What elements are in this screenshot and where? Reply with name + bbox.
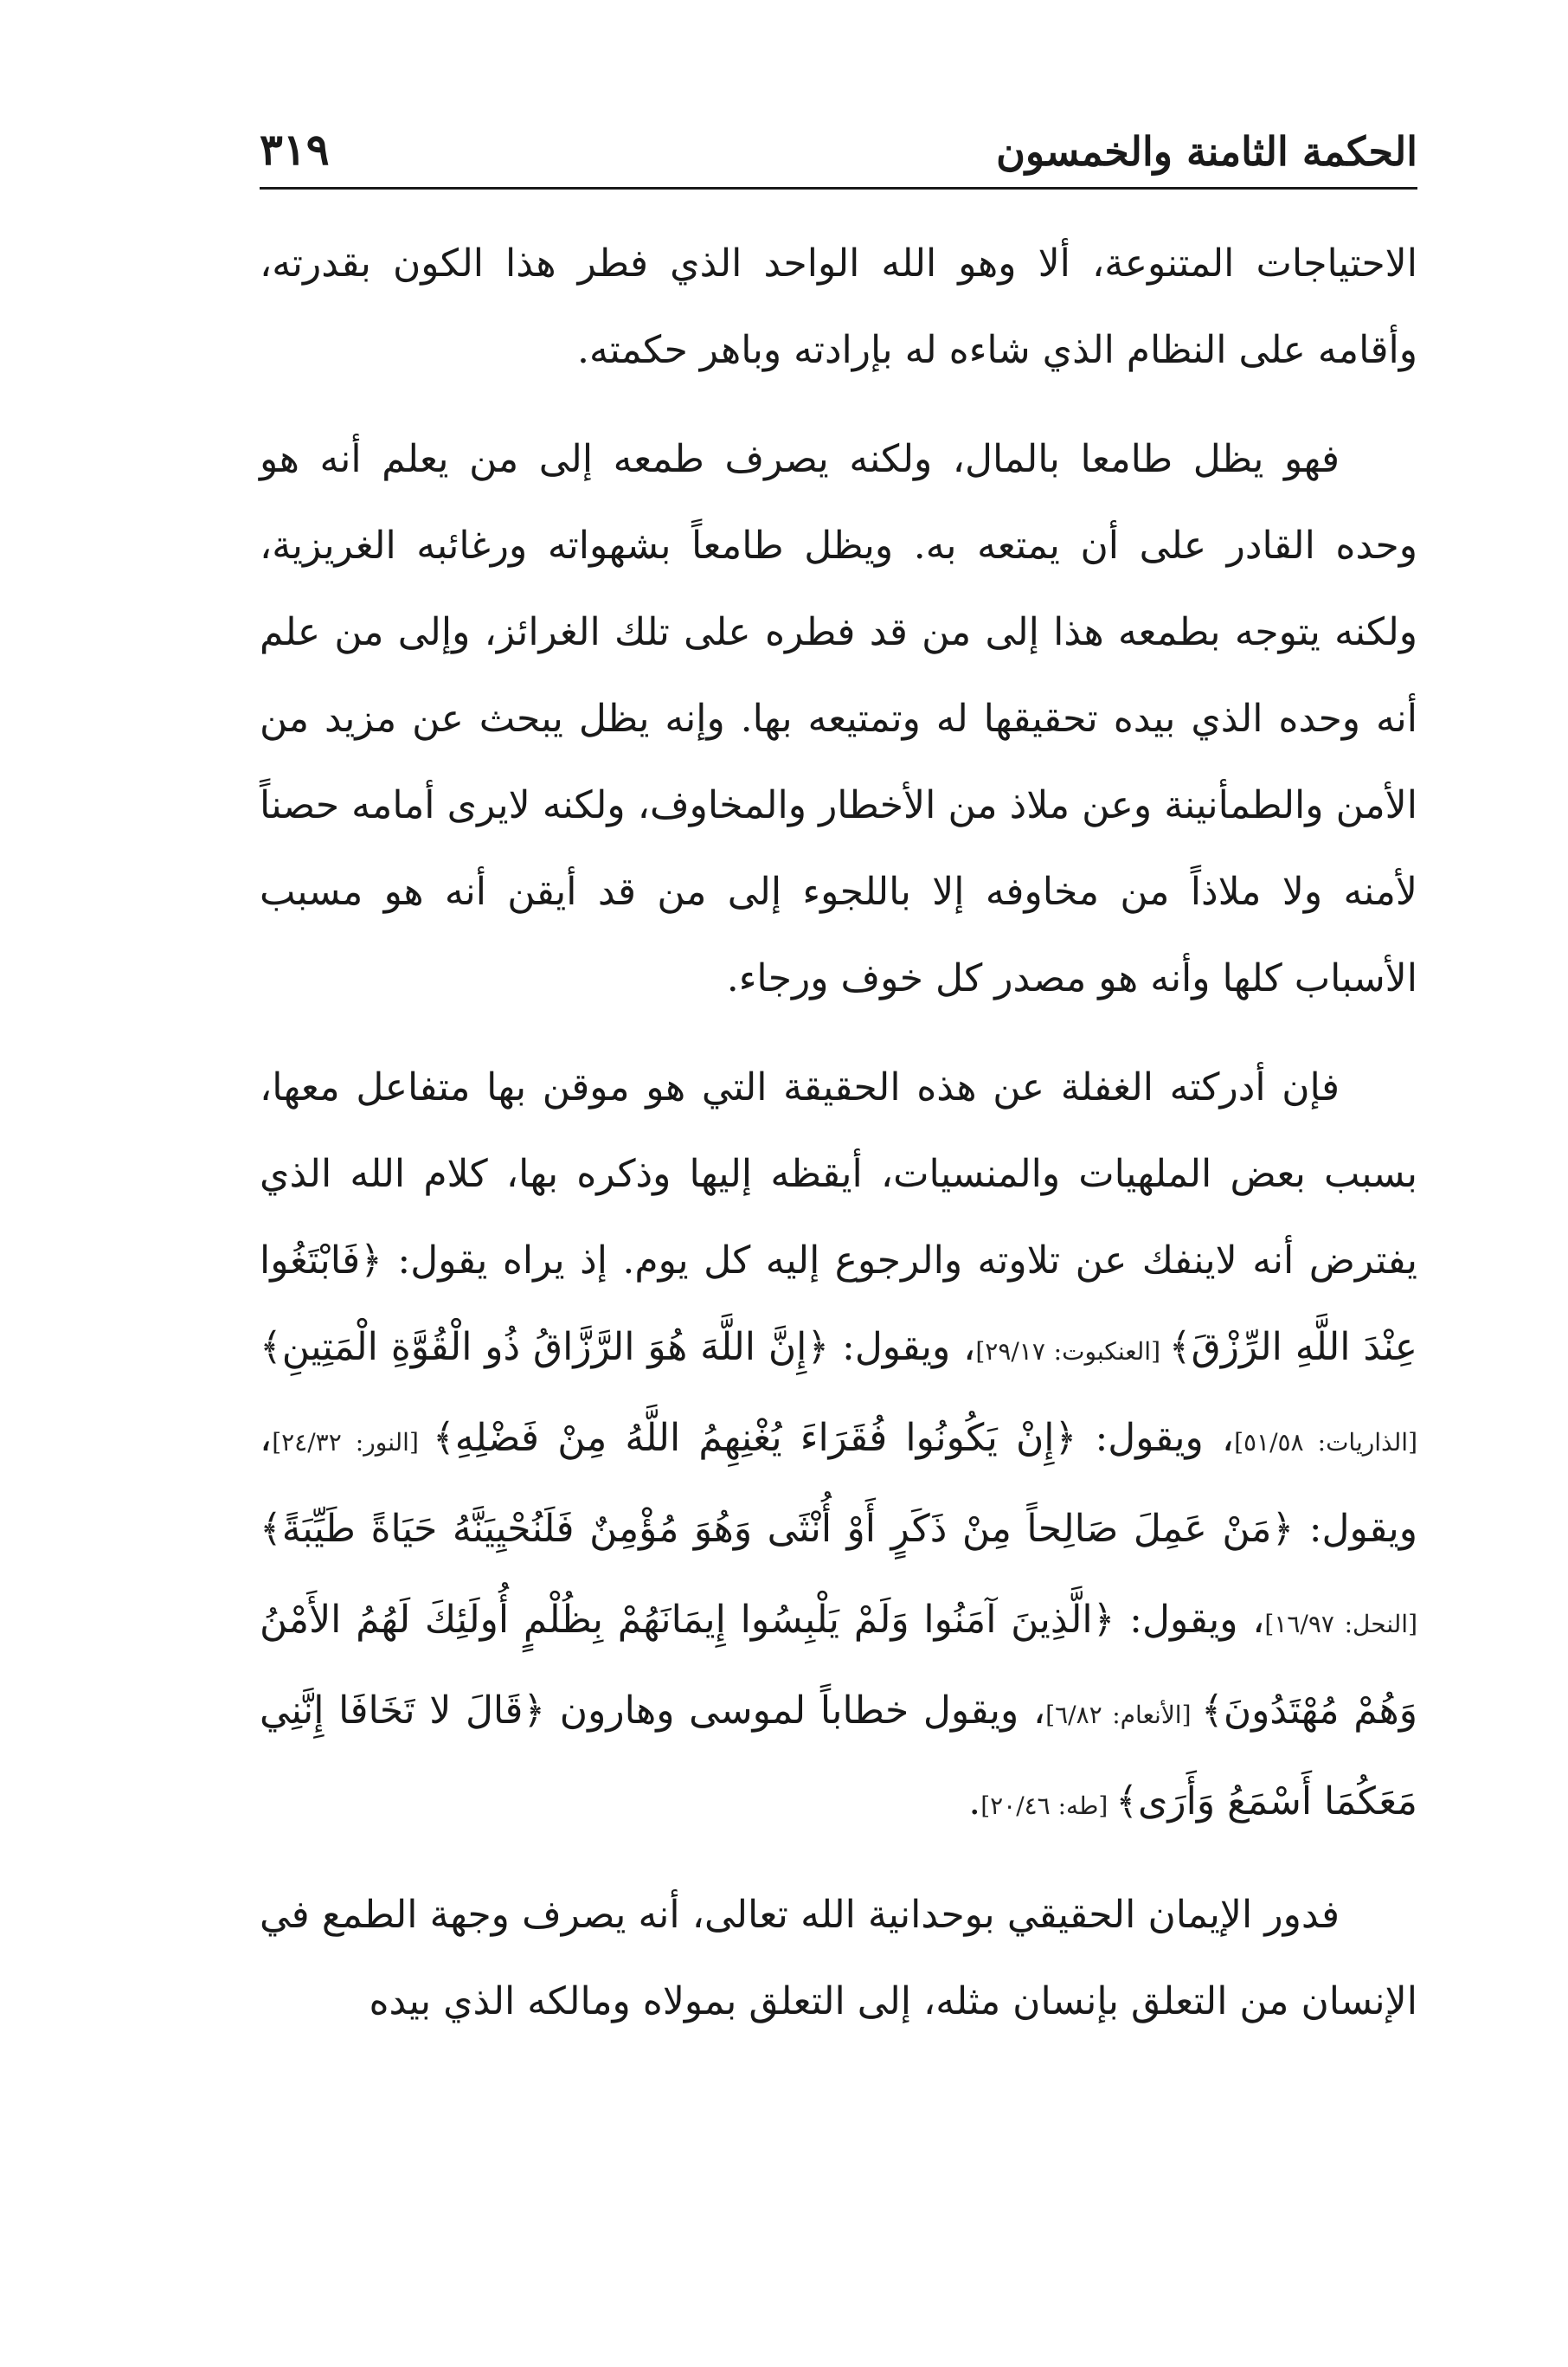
verse-reference: [الأنعام: ٦/٨٢] <box>1045 1701 1202 1729</box>
paragraph-3-text: ، ويقول: <box>1076 1416 1235 1460</box>
body-text <box>260 221 1417 2045</box>
quran-verse: ﴿إِنَّ اللَّهَ هُوَ الرَّزَّاقُ ذُو الْقُوَّةِ الْمَتِينِ﴾ <box>260 1325 830 1369</box>
quran-verse: ﴿مَنْ عَمِلَ صَالِحاً مِنْ ذَكَرٍ أَوْ أُنْثَى وَهُوَ مُؤْمِنٌ فَلَنُحْيِيَنَّهُ حَيَاةً طَيِّبَةً﴾ <box>260 1507 1295 1551</box>
paragraph-3-text: ، ويقول: <box>829 1325 976 1369</box>
paragraph-4: فدور الإيمان الحقيقي بوحدانية الله تعالى، أنه يصرف وجهة الطمع في الإنسان من التعلق بإنسان مثله، إلى التعلق بمولاه ومالكه الذي بيده <box>260 1893 1417 2023</box>
paragraph-3 <box>260 1045 1417 1849</box>
header-rule <box>260 187 1417 190</box>
page-number: ٣١٩ <box>260 124 330 175</box>
verse-reference: [النور: ٢٤/٣٢] <box>272 1428 433 1457</box>
paragraph-3-text: ، ويقول: <box>1115 1598 1265 1642</box>
quran-verse: ﴿فَابْتَغُوا عِنْدَ اللَّهِ الرِّزْقَ﴾ <box>260 1238 1418 1369</box>
paragraph-3-text: ، ويقول خطاباً لموسى وهارون <box>545 1688 1046 1733</box>
verse-reference: [الذاريات: ٥١/٥٨] <box>1234 1428 1417 1457</box>
page-header <box>260 113 1417 182</box>
verse-reference: [العنكبوت: ٢٩/١٧] <box>975 1337 1169 1366</box>
paragraph-3-text: . <box>968 1779 981 1823</box>
paragraph-1: الاحتياجات المتنوعة، ألا وهو الله الواحد الذي فطر هذا الكون بقدرته، وأقامه على النظام الذي شاءه له بإرادته وباهر حكمته. <box>260 241 1417 372</box>
paragraph-3-text: ، ويقول: <box>260 1416 1417 1551</box>
verse-reference: [النحل: ١٦/٩٧] <box>1264 1610 1417 1638</box>
quran-verse: ﴿إِنْ يَكُونُوا فُقَرَاءَ يُغْنِهِمُ اللَّهُ مِنْ فَضْلِهِ﴾ <box>432 1416 1077 1460</box>
paragraph-2: فهو يظل طامعا بالمال، ولكنه يصرف طمعه إلى من يعلم أنه هو وحده القادر على أن يمتعه به. ويظل طامعاً بشهواته ورغائبه الغريزية، ولكنه يتوجه بطمعه هذا إلى من قد فطره على تلك الغرائز، وإلى من علم أنه وحده الذي بيده تحقيقها له وتمتيعه بها. وإنه يظل يبحث عن مزيد من الأمن والطمأنينة وعن ملاذ من الأخطار والمخاوف، ولكنه لايرى أمامه حصناً لأمنه ولا ملاذاً من مخاوفه إلا باللجوء إلى من قد أيقن أنه هو مسبب الأسباب كلها وأنه هو مصدر كل خوف ورجاء. <box>260 437 1417 1000</box>
running-title: الحكمة الثامنة والخمسون <box>996 128 1417 175</box>
paragraph-3-text: فإن أدركته الغفلة عن هذه الحقيقة التي هو موقن بها متفاعل معها، بسبب بعض الملهيات والمنسيات، أيقظه إليها وذكره بها، كلام الله الذي يفترض أنه لاينفك عن تلاوته والرجوع إليه كل يوم. إذ يراه يقول: <box>260 1065 1417 1283</box>
quran-verse: ﴿قَالَ لا تَخَافَا إِنَّنِي مَعَكُمَا أَسْمَعُ وَأَرَى﴾ <box>260 1688 1417 1823</box>
verse-reference: [طه: ٢٠/٤٦] <box>980 1791 1116 1820</box>
quran-verse: ﴿الَّذِينَ آمَنُوا وَلَمْ يَلْبِسُوا إِيمَانَهُمْ بِظُلْمٍ أُولَئِكَ لَهُمُ الأَمْنُ وَهُمْ مُهْتَدُونَ﴾ <box>260 1598 1417 1733</box>
